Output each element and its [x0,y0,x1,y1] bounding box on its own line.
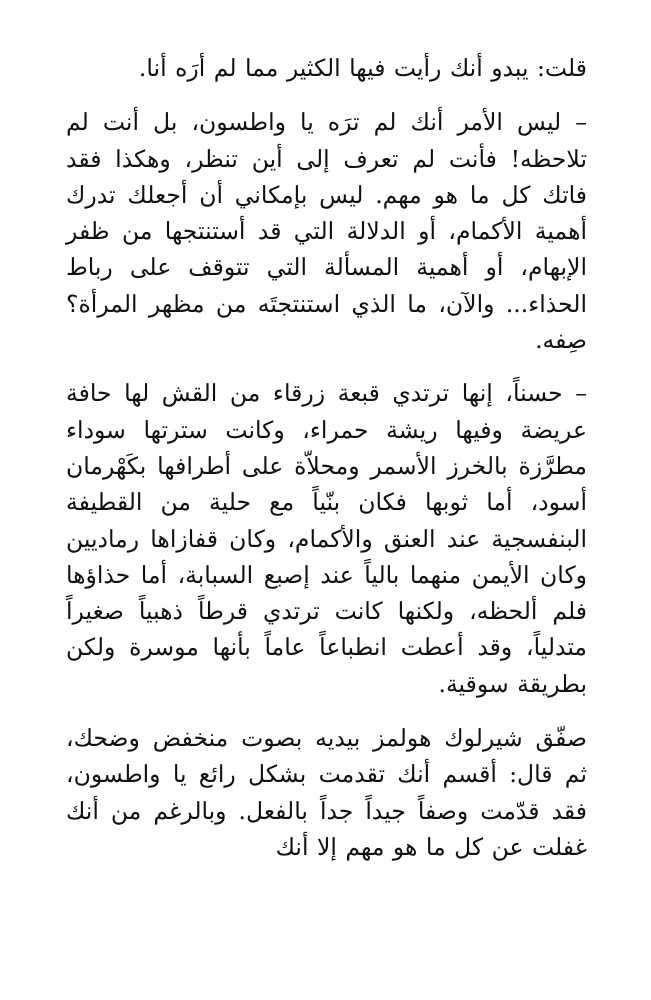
paragraph-1: قلت: يبدو أنك رأيت فيها الكثير مما لم أرَه أنا. [138,54,587,82]
paragraph-2: – ليس الأمر أنك لم ترَه يا واطسون، بل أنت لم تلاحظه! فأنت لم تعرف إلى أين تنظر، وهكذا فقد فاتك كل ما هو مهم. ليس بإمكاني أن أجعلك تدرك أهمية الأكمام، أو الدلالة التي قد أستنتجها من ظفر الإبهام، أو أهمية المسألة التي تتوقف على رباط الحذاء... والآن، ما الذي استنتجتَه من مظهر المرأة؟ صِفه. [66,108,587,355]
book-page-text [66,50,587,865]
paragraph-3: – حسناً، إنها ترتدي قبعة زرقاء من القش لها حافة عريضة وفيها ريشة حمراء، وكانت سترتها سوداء مطرَّزة بالخرز الأسمر ومحلاّة على أطرافها بكَهْرمان أسود، أما ثوبها فكان بنّياً مع حلية من القطيفة البنفسجية عند العنق والأكمام، وكان قفازاها رماديين وكان الأيمن منهما بالياً عند إصبع السبابة، أما حذاؤها فلم ألحظه، ولكنها كانت ترتدي قرطاً ذهبياً صغيراً متدلياً، وقد أعطت انطباعاً عاماً بأنها موسرة ولكن بطريقة سوقية. [66,379,587,698]
paragraph-4: صفّق شيرلوك هولمز بيديه بصوت منخفض وضحك، ثم قال: أقسم أنك تقدمت بشكل رائع يا واطسون، فقد قدّمت وصفاً جيداً جداً بالفعل. وبالرغم من أنك غفلت عن كل ما هو مهم إلا أنك [66,724,587,861]
